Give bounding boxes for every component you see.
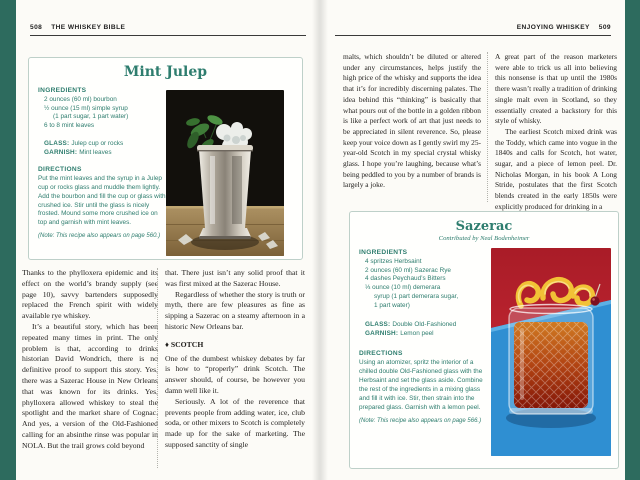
ingredients-label: INGREDIENTS: [359, 249, 408, 256]
ingredient-line: (1 part sugar, 1 part water): [53, 113, 129, 121]
paragraph: The earliest Scotch mixed drink was the Toddy, which came into vogue in the 1840s and calls for Scotch, hot water, sugar, and a piece of lemon peel. Dr. Nicholas Morgan, in his book A Long Stride, postulates that the first Scotch blends created in the early 1850s were explicitly produced for drinking in a: [495, 126, 617, 211]
recipe-text-column: [38, 80, 168, 239]
ingredient-line: 2 ounces (60 ml) Sazerac Rye: [365, 266, 451, 274]
paragraph: It’s a beautiful story, which has been repeated many times in print. The only problem is that, according to drinks historian David Wondrich, there is no definitive proof to support this story. Yes, there was a Sazerac House in New Orleans that was known for its drinks. Yes, phylloxera allowed whiskey to steal the spotlight and the market share of Cognac. And yes, a version of the Old-Fashioned calling for an absinthe rinse was popular in NOLA. But the trail grows cold beyond: [22, 321, 158, 450]
paragraph: malts, which shouldn’t be diluted or altered under any circumstances, helps justify the high price of the whisky and supports the idea that it’s for incredibly discerning palates. The idea behind this “thinking” is basically that what pours out of the bottle in a golden ribbon is like a perfect work of art that just needs to be appreciated in silent reverence. So, please keep your voice down as I gently swirl my 25-year-old Scotch in my special crystal whisky glass. I hope you’re laughing, because what’s being peddled to you by a number of brands is largely a joke.: [343, 52, 481, 190]
garnish-line: [359, 329, 487, 338]
mint-julep-photo: [166, 90, 284, 256]
garnish-line: [38, 148, 168, 157]
running-title-left: THE WHISKEY BIBLE: [51, 24, 126, 31]
directions-label: DIRECTIONS: [38, 165, 82, 173]
glass-label: GLASS:: [44, 139, 70, 147]
mint-julep-illustration: [166, 90, 284, 256]
sazerac-illustration: [491, 248, 611, 456]
ingredients-label: INGREDIENTS: [38, 87, 87, 94]
recipe-title: Mint Julep: [123, 64, 208, 80]
ingredient-line: 4 dashes Peychaud’s Bitters: [365, 275, 446, 283]
mint-julep-recipe-card: [28, 57, 303, 260]
paragraph: Thanks to the phylloxera epidemic and its effect on the world’s brandy supply (see page 10), savvy bartenders supposedly replaced the French spirit with widely available rye whiskey.: [22, 268, 158, 321]
recipe-contributor: Contributed by Neal Bodenheimer: [438, 235, 530, 242]
sazerac-recipe-card: [349, 211, 619, 469]
recipe-text-column: [359, 242, 487, 424]
glass-value: Julep cup or rocks: [71, 139, 124, 147]
ingredient-line: 1 part water): [374, 301, 410, 309]
cover-edge-left: [0, 0, 16, 480]
page-right: [319, 0, 625, 480]
paragraph: A great part of the reason marketers were able to trick us all into believing this nonsense is that up until the 1980s there wasn’t really a tradition of drinking single malt even in Scotland, so they essentially created a backstory for this style of whisky.: [495, 52, 617, 126]
ingredient-line: 4 spritzes Herbsaint: [365, 258, 422, 265]
recipe-title: Sazerac: [455, 219, 513, 234]
recipe-note: (Note: This recipe also appears on page 560.): [38, 233, 161, 240]
glass-label: GLASS:: [365, 321, 391, 329]
garnish-value: Mint leaves: [79, 148, 112, 156]
garnish-label: GARNISH:: [44, 148, 78, 156]
ingredient-line: ½ ounce (15 ml) simple syrup: [44, 104, 128, 112]
paragraph: Seriously. A lot of the reverence that prevents people from adding water, ice, club soda, or other mixers to Scotch is completely made up for the sake of marketing. The supposed sanctity of single: [165, 396, 305, 449]
ingredient-line: 2 ounces (60 ml) bourbon: [44, 96, 117, 103]
ingredient-line: ⅓ ounce (10 ml) demerara: [365, 284, 441, 292]
cover-edge-right: [625, 0, 640, 480]
directions-label: DIRECTIONS: [359, 350, 403, 358]
sazerac-photo: [491, 248, 611, 456]
running-header-left: [30, 24, 306, 36]
body-column-left: [22, 268, 158, 452]
ingredient-line: 6 to 8 mint leaves: [44, 122, 95, 130]
glass-line: [38, 139, 168, 148]
glass-line: [359, 320, 487, 329]
body-column-right: [157, 268, 305, 468]
body-column-left: [343, 52, 481, 191]
page-number-right: 509: [598, 24, 611, 31]
garnish-label: GARNISH:: [365, 330, 399, 338]
directions-text: Using an atomizer, spritz the interior of a chilled double Old-Fashioned glass with the Herbsaint and set the glass aside. Combine the rest of the ingredients in a mixing glass and fill it with ice. Stir, then strain into the prepared glass. Garnish with a lemon peel.: [359, 359, 483, 411]
paragraph: Regardless of whether the story is truth or myth, there are few pleasures as fine as sipping a Sazerac on a steamy afternoon in a historic New Orleans bar.: [165, 289, 305, 331]
running-title-right: ENJOYING WHISKEY: [516, 24, 590, 31]
scotch-section-heading: ♦ SCOTCH: [165, 339, 204, 349]
paragraph: One of the dumbest whiskey debates by far is how to “properly” drink Scotch. The answer should, of course, be however you damn well like it.: [165, 353, 305, 395]
recipe-note: (Note: This recipe also appears on page 566.): [359, 417, 482, 424]
glass-value: Double Old-Fashioned: [392, 321, 457, 329]
directions-text: Put the mint leaves and the syrup in a Julep cup or rocks glass and muddle them lightly. Add the bourbon and fill the cup or glass with crushed ice. Stir until the glass is nicely frosted. Mound some more crushed ice on top and garnish with mint leaves.: [38, 174, 166, 227]
garnish-value: Lemon peel: [400, 330, 434, 338]
running-header-right: [335, 24, 611, 36]
ingredient-line: syrup (1 part demerara sugar,: [374, 292, 459, 300]
body-column-right: [487, 52, 617, 211]
paragraph: that. There just isn’t any solid proof that it was first mixed at the Sazerac House.: [165, 268, 305, 288]
page-left: [16, 0, 319, 480]
page-number-left: 508: [30, 24, 43, 31]
